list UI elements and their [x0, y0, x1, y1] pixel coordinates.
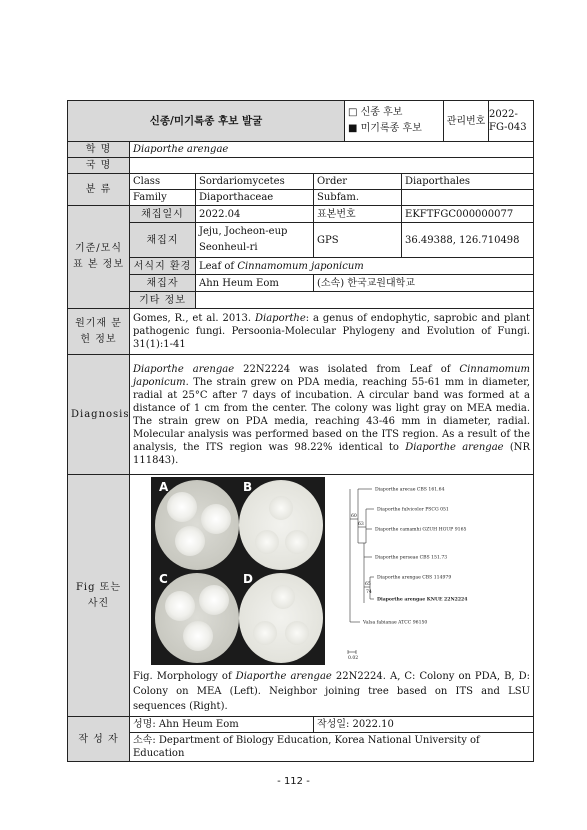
dish-d: [239, 573, 323, 663]
bootstrap-1: 60: [351, 514, 357, 519]
collection-date-label: 채집일시: [130, 206, 196, 223]
author-date: 작성일: 2022.10: [314, 717, 534, 733]
author-name: 성명: Ahn Heum Eom: [130, 717, 314, 733]
scientific-name: Diaporthe arengae: [130, 142, 534, 158]
other-info: [196, 292, 534, 309]
collection-date: 2022.04: [196, 206, 314, 223]
order-label: Order: [314, 174, 402, 190]
author-affiliation: 소속: Department of Biology Education, Korea National University of Education: [130, 733, 534, 762]
candidate-form-table: [67, 100, 534, 762]
tree-taxon-1: Diaporthe arecae CBS 161.64: [375, 487, 445, 493]
bootstrap-3: 65: [365, 582, 371, 587]
collection-site: Jeju, Jocheon-eup Seonheul-ri: [196, 223, 314, 258]
habitat-label: 서식지 환경: [130, 258, 196, 275]
classification-label: 분 류: [68, 174, 130, 206]
original-literature: Gomes, R., et al. 2013. Diaporthe: a genus of endophytic, saprobic and plant pathogenic fungi. Persoonia-Molecular Phylogeny and Evolution of Fungi. 31(1):1-41: [130, 309, 534, 355]
gps-label: GPS: [314, 223, 402, 258]
collection-site-label: 채집지: [130, 223, 196, 258]
panel-a-label: A: [159, 480, 169, 494]
dish-c: [155, 573, 239, 663]
management-number: 2022-FG-043: [489, 109, 527, 133]
gps-value: 36.49388, 126.710498: [402, 223, 534, 258]
tree-scale: 0.02: [348, 656, 359, 661]
phylogenetic-tree: [330, 477, 505, 665]
tree-taxon-7: Valsa fabianae ATCC 96150: [363, 620, 428, 626]
scientific-name-label: 학 명: [68, 142, 130, 158]
unrecorded-species-checkbox[interactable]: ■ 미기록종 후보: [348, 123, 422, 134]
collector-affiliation: (소속) 한국교원대학교: [314, 275, 534, 292]
management-number-label: 관리번호: [444, 101, 489, 141]
diagnosis-text: Diaporthe arengae 22N2224 was isolated from Leaf of Cinnamomum japonicum. The strain grew on PDA media, reaching 55-61 mm in diameter, radial at 25°C after 7 days of incubation. A circular band was formed at a distance of 1 cm from the center. The colony was light gray on MEA media. The strain grew on PDA media, reaching 43-46 mm in diameter, radial. Molecular analysis was performed based on the ITS region. As a result of the analysis, the ITS region was 98.22% identical to Diaporthe arengae (NR 111843).: [130, 355, 534, 475]
original-literature-label: 원기재 문헌 정보: [68, 309, 130, 355]
collector-label: 채집자: [130, 275, 196, 292]
figure-label: Fig 또는 사진: [68, 475, 130, 717]
specimen-info-label: 기준/모식표 본 정보: [68, 206, 130, 309]
family-value: Diaporthaceae: [196, 190, 314, 206]
page-number: - 112 -: [277, 776, 310, 787]
colony-photo: [151, 477, 325, 665]
management-number-cell: [444, 101, 534, 142]
other-info-label: 기타 정보: [130, 292, 196, 309]
bootstrap-4: 74: [366, 590, 372, 595]
korean-name: [130, 158, 534, 174]
family-label: Family: [130, 190, 196, 206]
tree-taxon-3: Diaporthe camamhi GZUH HGUP 9165: [375, 527, 467, 533]
author-label: 작 성 자: [68, 717, 130, 762]
subfamily-value: [402, 190, 534, 206]
habitat: Leaf of Cinnamomum japonicum: [196, 258, 534, 275]
order-value: Diaporthales: [402, 174, 534, 190]
collector-name: Ahn Heum Eom: [196, 275, 314, 292]
specimen-number: EKFTFGC000000077: [402, 206, 534, 223]
diagnosis-label: Diagnosis: [68, 355, 130, 475]
panel-b-label: B: [243, 480, 253, 494]
new-species-checkbox[interactable]: □ 신종 후보: [348, 107, 403, 118]
tree-taxon-6: Diaporthe arengae KNUE 22N2224: [377, 597, 468, 603]
korean-name-label: 국 명: [68, 158, 130, 174]
panel-d-label: D: [243, 572, 253, 586]
form-title: 신종/미기록종 후보 발굴: [68, 101, 345, 142]
tree-taxon-4: Diaporthe perseae CBS 151.73: [375, 555, 448, 561]
bootstrap-2: 63: [358, 522, 364, 527]
panel-c-label: C: [159, 572, 168, 586]
class-label: Class: [130, 174, 196, 190]
specimen-number-label: 표본번호: [314, 206, 402, 223]
tree-taxon-2: Diaporthe fulvicolor PSCG 051: [377, 507, 449, 513]
candidate-type-options: [345, 101, 444, 142]
figure-image-area: [130, 475, 533, 665]
figure-caption: Fig. Morphology of Diaporthe arengae 22N2224. A, C: Colony on PDA, B, D: Colony on MEA (Left). Neighbor joining tree based on ITS and LSU sequences (Right).: [133, 671, 531, 712]
tree-taxon-5: Diaporthe arengae CBS 114979: [377, 575, 452, 581]
class-value: Sordariomycetes: [196, 174, 314, 190]
subfamily-label: Subfam.: [314, 190, 402, 206]
figure-cell: [130, 475, 534, 717]
